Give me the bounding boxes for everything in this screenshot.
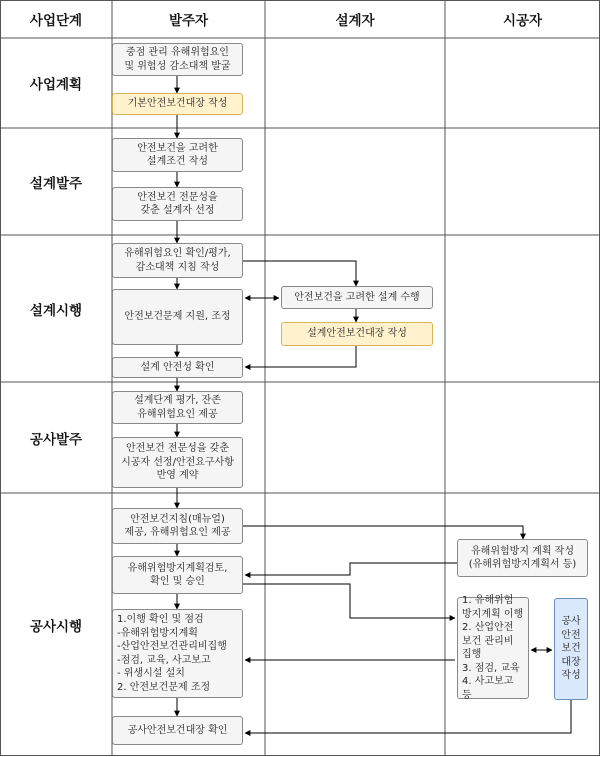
box-construction-safety-ledger: 공사 안전 보건 대장 작성 [554,598,588,700]
box-safety-support: 안전보건문제 지원, 조정 [112,289,243,345]
box-plan-review: 유해위험방지계획검토, 확인 및 승인 [112,556,243,594]
arrow-x1-x5 [243,526,523,539]
arrow-x7-x4 [245,700,571,733]
box-construction-ledger-check: 공사안전보건대장 확인 [112,716,243,745]
box-basic-safety-ledger: 기본안전보건대장 작성 [112,93,243,115]
box-hazard-guideline: 유해위험요인 확인/평가, 감소대책 지침 작성 [112,243,243,278]
header-owner: 발주자 [168,13,209,29]
box-builder-execution: 1. 유해위험 방지계획 이행 2. 산업안전 보건 관리비 집행 3. 점검, 교육 4. 사고보고 등 [457,597,529,699]
phase-plan: 사업계획 [29,77,83,93]
box-design-conditions: 안전보건을 고려한 설계조건 작성 [112,138,243,172]
box-safety-manual: 안전보건지침(매뉴얼) 제공, 유해위험요인 제공 [112,508,243,544]
header-designer: 설계자 [335,13,375,29]
arrow-e1-e4 [243,261,356,286]
box-safe-design: 안전보건을 고려한 설계 수행 [281,286,433,309]
box-prevention-plan: 유해위험방지 계획 작성 (유해위험방지계획서 등) [457,539,588,577]
box-contractor-selection: 안전보건 전문성을 갖춘 시공자 선정/안전요구사항 반영 계약 [112,437,243,488]
phase-construct-exec: 공사시행 [29,618,83,635]
phase-design-exec: 설계시행 [29,302,83,319]
header-phase: 사업단계 [29,13,83,29]
phase-design-order: 설계발주 [29,175,83,192]
arrow-e5-e3 [245,346,356,367]
box-hazard-identification: 중점 관리 유해위험요인 및 위험성 감소대책 발굴 [112,43,243,76]
phase-construct-order: 공사발주 [29,431,83,448]
box-implementation-check: 1.이행 확인 및 점검 -유해위험방지계획 -산업안전보건관리비집행 -점검, 교육, 사고보고 - 위생시설 설치 2. 안전보건문제 조정 [112,609,243,698]
box-design-safety-ledger: 설계안전보건대장 작성 [281,322,433,346]
box-design-evaluation: 설계단계 평가, 잔존 유해위험요인 제공 [112,391,243,424]
box-designer-selection: 안전보건 전문성을 갖춘 설계자 선정 [112,187,243,221]
arrow-x2-x6 [243,584,455,618]
box-design-safety-check: 설계 안전성 확인 [112,357,243,378]
arrow-x5-x2 [245,563,463,575]
header-builder: 시공자 [502,13,543,29]
